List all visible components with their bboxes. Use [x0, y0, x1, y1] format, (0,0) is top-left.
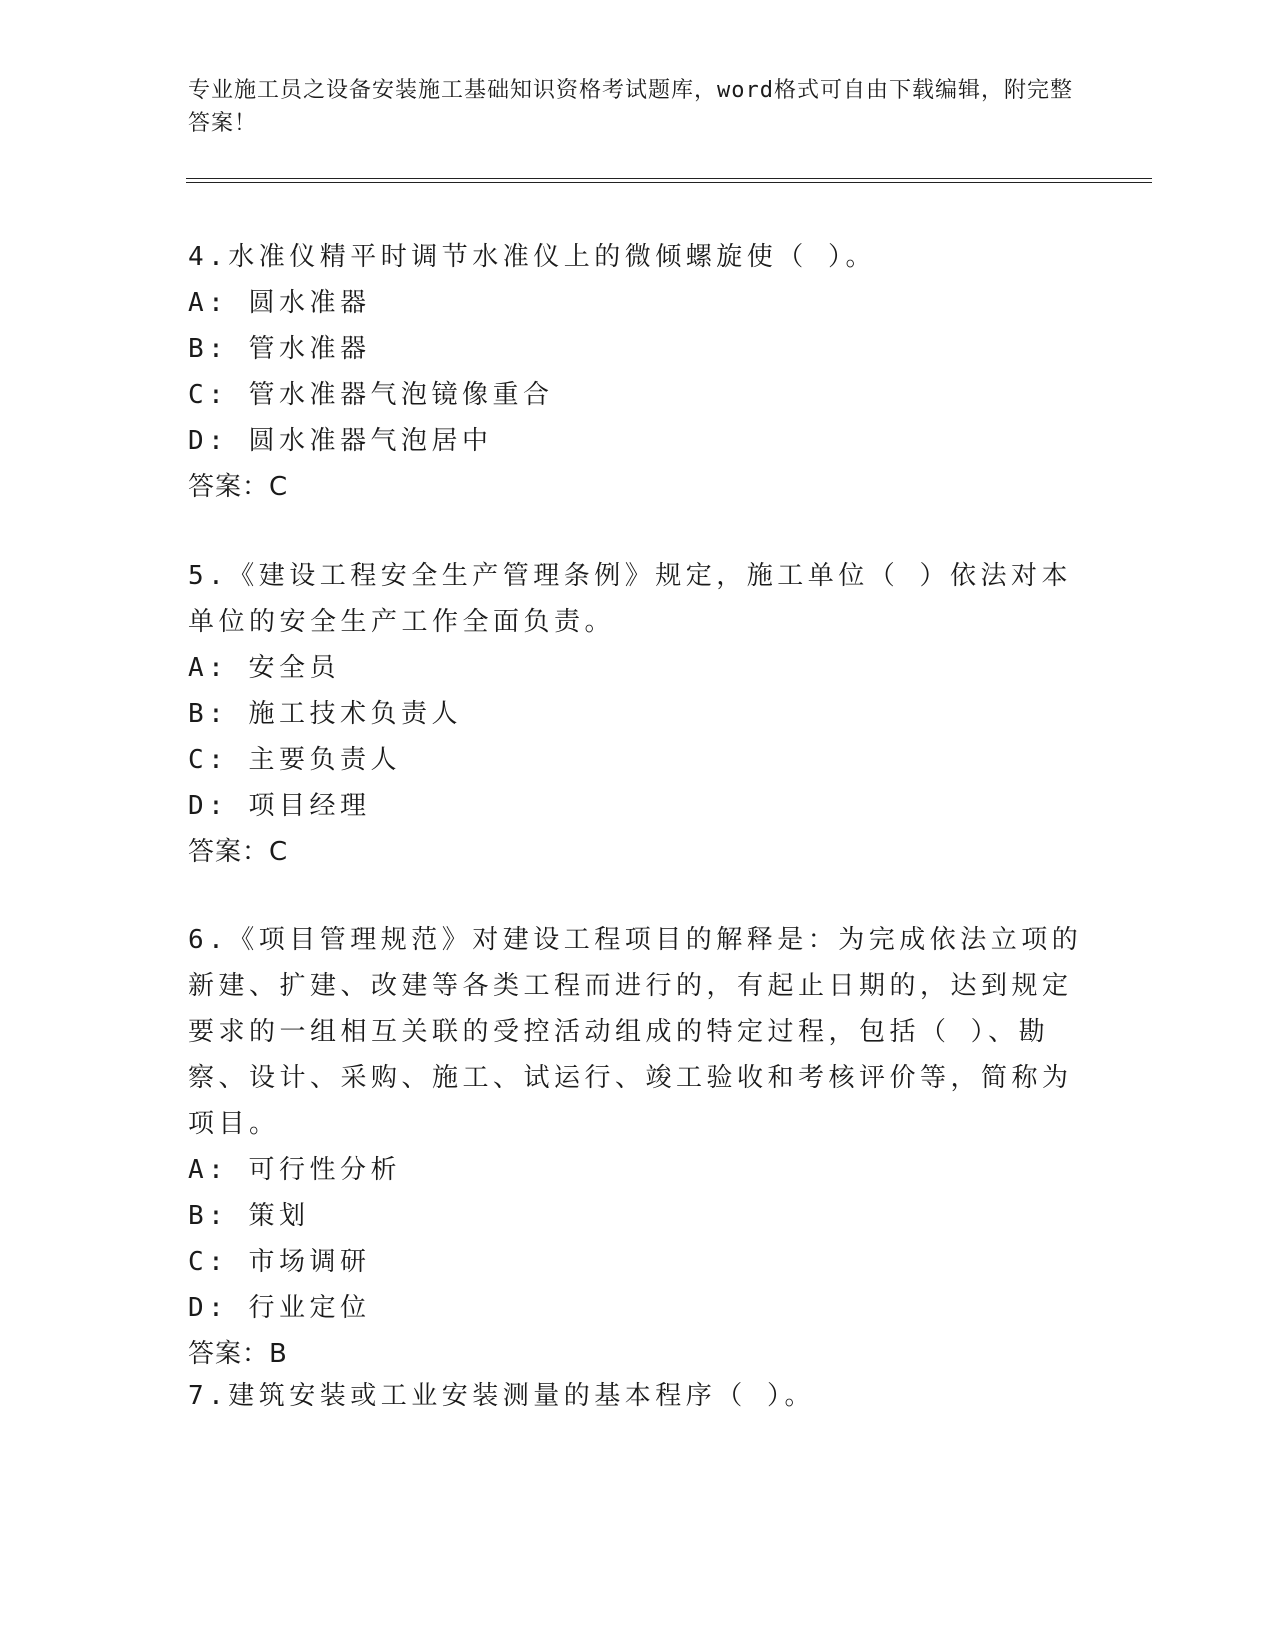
- question-text: 5.《建设工程安全生产管理条例》规定，施工单位（ ）依法对本单位的安全生产工作全面负责。: [188, 561, 1072, 637]
- option-a: A: 圆水准器: [188, 288, 371, 318]
- document-header: 专业施工员之设备安装施工基础知识资格考试题库，word格式可自由下载编辑，附完整答案！: [188, 78, 1073, 136]
- option-b: B: 施工技术负责人: [188, 699, 462, 729]
- answer-line: 答案：C: [188, 472, 289, 502]
- question-4: [188, 234, 1088, 510]
- question-7: [188, 1373, 1088, 1419]
- option-c: C: 市场调研: [188, 1247, 371, 1277]
- option-b: B: 策划: [188, 1201, 310, 1231]
- header-divider-bottom: [186, 182, 1152, 183]
- header-divider-top: [186, 178, 1152, 179]
- question-text: 4.水准仪精平时调节水准仪上的微倾螺旋使（ ）。: [188, 242, 876, 272]
- option-d: D: 圆水准器气泡居中: [188, 426, 493, 456]
- question-6: [188, 917, 1088, 1377]
- question-5: [188, 553, 1088, 875]
- option-d: D: 项目经理: [188, 791, 371, 821]
- question-text: 7.建筑安装或工业安装测量的基本程序（ ）。: [188, 1381, 815, 1411]
- option-c: C: 主要负责人: [188, 745, 401, 775]
- option-a: A: 可行性分析: [188, 1155, 401, 1185]
- option-c: C: 管水准器气泡镜像重合: [188, 380, 554, 410]
- answer-line: 答案：B: [188, 1339, 288, 1369]
- option-a: A: 安全员: [188, 653, 340, 683]
- answer-line: 答案：C: [188, 837, 289, 867]
- question-text: 6.《项目管理规范》对建设工程项目的解释是：为完成依法立项的新建、扩建、改建等各类工程而进行的，有起止日期的，达到规定要求的一组相互关联的受控活动组成的特定过程，包括（ ）、勘察、设计、采购、施工、试运行、竣工验收和考核评价等，简称为项目。: [188, 925, 1083, 1139]
- option-b: B: 管水准器: [188, 334, 371, 364]
- option-d: D: 行业定位: [188, 1293, 371, 1323]
